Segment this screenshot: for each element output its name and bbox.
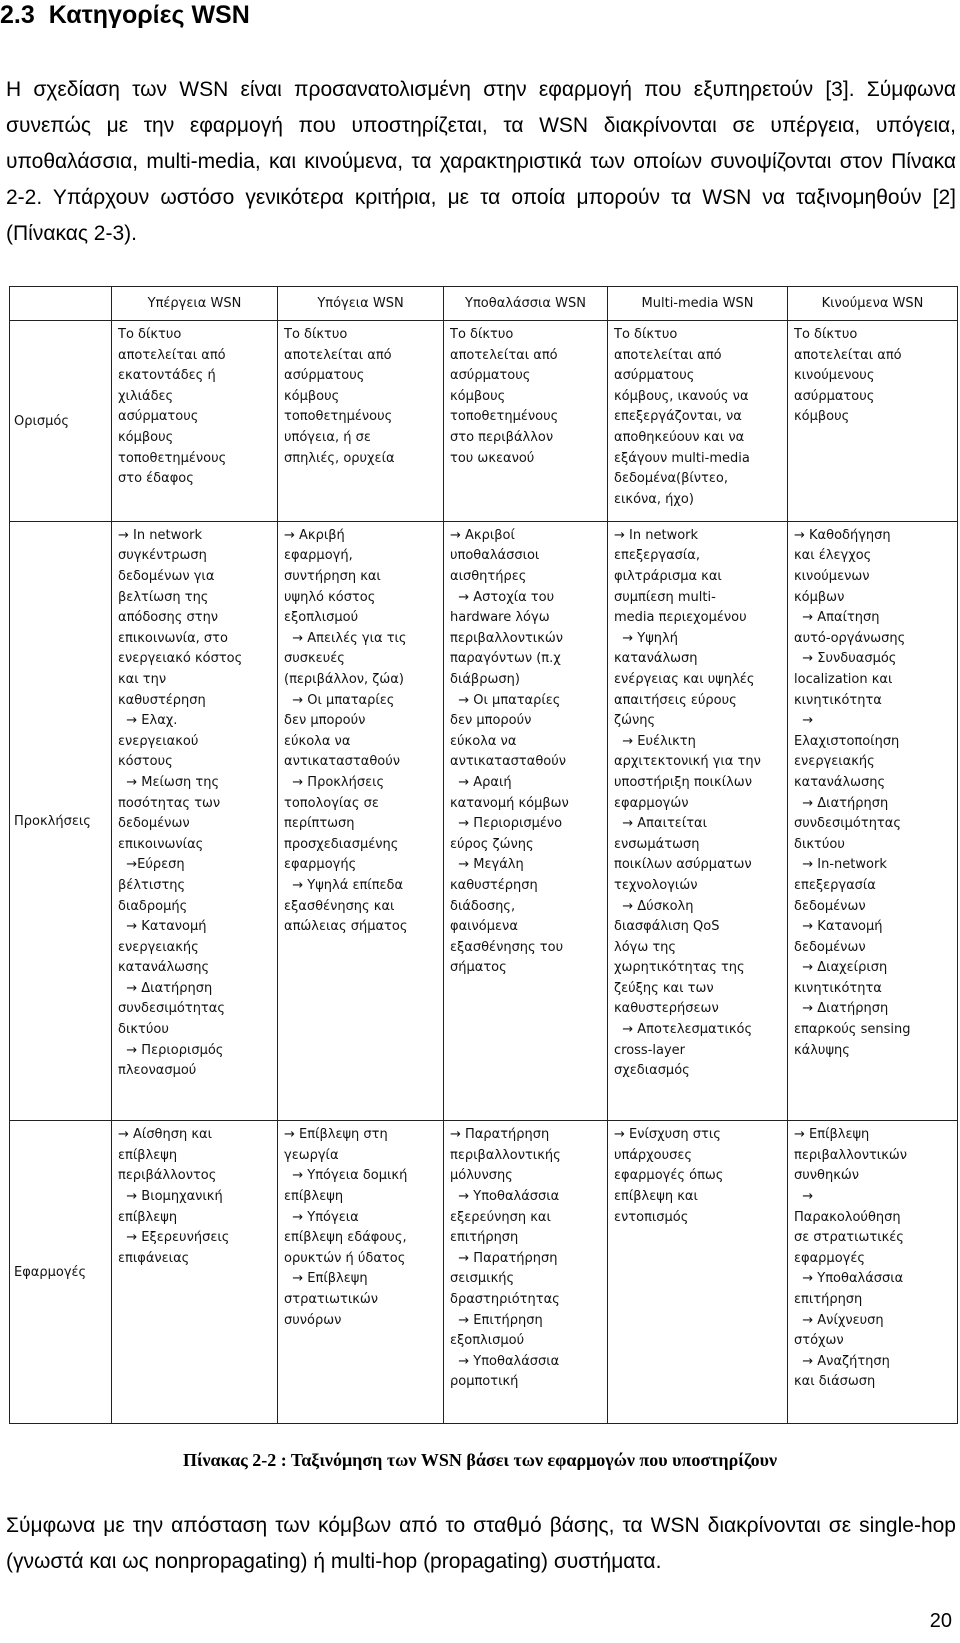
cell-line: → Κατανομή bbox=[794, 919, 883, 935]
cell-line: κινητικότητα bbox=[794, 980, 882, 996]
cell-line: → Διατήρηση bbox=[794, 795, 889, 811]
table-cell bbox=[278, 1121, 444, 1424]
cell-line: → Περιορισμός bbox=[118, 1042, 224, 1058]
table-cell bbox=[278, 321, 444, 522]
cell-line: στόχων bbox=[794, 1333, 844, 1349]
cell-line: →Εύρεση bbox=[118, 857, 185, 873]
cell-line: → Μεγάλη bbox=[450, 857, 524, 873]
cell-line: δεδομένων για bbox=[118, 569, 215, 585]
cell-line: ενέργειας και υψηλές bbox=[614, 671, 755, 687]
cell-line: → Δύσκολη bbox=[614, 898, 694, 914]
section-title: Κατηγορίες WSN bbox=[48, 1, 250, 29]
cell-line: και διάσωση bbox=[794, 1374, 876, 1390]
cell-line: localization και bbox=[794, 671, 893, 687]
cell-line: → In-network bbox=[794, 857, 887, 873]
cell-line: → Απειλές για τις bbox=[284, 630, 407, 646]
table-header-row bbox=[10, 287, 958, 321]
table-cell bbox=[444, 521, 608, 1120]
cell-line: σπηλιές, ορυχεία bbox=[284, 450, 395, 466]
cell-line: συνθηκών bbox=[794, 1168, 860, 1184]
cell-line: Παρακολούθηση bbox=[794, 1209, 901, 1225]
cell-line: σήματος bbox=[450, 960, 507, 976]
cell-line: → Υψηλά επίπεδα bbox=[284, 877, 404, 893]
cell-line: απαιτήσεις εύρους bbox=[614, 692, 737, 708]
cell-line: σε στρατιωτικές bbox=[794, 1230, 904, 1246]
cell-line: → Ευέλικτη bbox=[614, 733, 696, 749]
cell-line: αντικατασταθούν bbox=[450, 754, 567, 770]
table-cell bbox=[278, 521, 444, 1120]
table-cell bbox=[788, 1121, 958, 1424]
cell-line: ποικίλων ασύρματων bbox=[614, 857, 752, 873]
cell-line: κόμβους, ικανούς να bbox=[614, 388, 749, 404]
cell-line: επίβλεψη bbox=[284, 1188, 344, 1204]
table-row bbox=[10, 1121, 958, 1424]
cell-line: περιβαλλοντικών bbox=[450, 630, 564, 646]
cell-line: απώλειας σήματος bbox=[284, 919, 408, 935]
table-cell bbox=[608, 321, 788, 522]
cell-line: διαδρομής bbox=[118, 898, 188, 914]
cell-line: αποθηκεύουν και να bbox=[614, 429, 745, 445]
cell-line: ενεργειακής bbox=[794, 754, 875, 770]
cell-line: εφαρμογών bbox=[614, 795, 689, 811]
table-cell bbox=[608, 1121, 788, 1424]
table-cell bbox=[444, 1121, 608, 1424]
cell-line: ασύρματους bbox=[614, 368, 695, 384]
cell-line: → Διατήρηση bbox=[794, 1001, 889, 1017]
cell-line: κατανομή κόμβων bbox=[450, 795, 569, 811]
cell-line: κατανάλωση bbox=[614, 651, 698, 667]
table-row bbox=[10, 321, 958, 522]
cell-line: εφαρμογή, bbox=[284, 548, 353, 564]
cell-line: υποστήριξη ποικίλων bbox=[614, 774, 752, 790]
cell-line: επιφάνειας bbox=[118, 1250, 190, 1266]
cell-line: κατανάλωσης bbox=[118, 960, 210, 976]
cell-line: συσκευές bbox=[284, 651, 345, 667]
cell-line: τοποθετημένους bbox=[284, 409, 393, 425]
cell-line: → Υψηλή bbox=[614, 630, 678, 646]
cell-line: χωρητικότητας της bbox=[614, 960, 745, 976]
cell-line: → bbox=[794, 1188, 814, 1204]
cell-line: → Ακριβοί bbox=[450, 527, 515, 543]
cell-line: αποτελείται από bbox=[450, 347, 558, 363]
cell-line: εξασθένησης του bbox=[450, 939, 564, 955]
cell-line: → Αστοχία του bbox=[450, 589, 555, 605]
cell-line: κάλυψης bbox=[794, 1042, 850, 1058]
cell-line: δεδομένων bbox=[794, 898, 866, 914]
wsn-categories-table bbox=[9, 286, 958, 1424]
cell-line: → Παρατήρηση bbox=[450, 1127, 550, 1143]
table-cell bbox=[444, 321, 608, 522]
cell-line: τεχνολογιών bbox=[614, 877, 698, 893]
cell-line: → Καθοδήγηση bbox=[794, 527, 891, 543]
cell-line: κινητικότητα bbox=[794, 692, 882, 708]
cell-line: → Υποθαλάσσια bbox=[450, 1353, 560, 1369]
cell-line: καθυστερήσεων bbox=[614, 1001, 719, 1017]
cell-line: στο έδαφος bbox=[118, 471, 194, 487]
cell-line: ενσωμάτωση bbox=[614, 836, 700, 852]
cell-line: hardware λόγω bbox=[450, 610, 550, 626]
cell-line: → Ενίσχυση στις bbox=[614, 1127, 721, 1143]
cell-line: εύκολα να bbox=[450, 733, 517, 749]
cell-line: ορυκτών ή ύδατος bbox=[284, 1250, 406, 1266]
cell-line: αποτελείται από bbox=[118, 347, 226, 363]
cell-line: εύκολα να bbox=[284, 733, 351, 749]
cell-line: εύρος ζώνης bbox=[450, 836, 534, 852]
cell-line: → Ανίχνευση bbox=[794, 1312, 884, 1328]
cell-line: φαινόμενα bbox=[450, 919, 518, 935]
cell-line: ασύρματους bbox=[284, 368, 365, 384]
cell-line: επίβλεψη και bbox=[614, 1188, 698, 1204]
intro-paragraph: Η σχεδίαση των WSN είναι προσανατολισμένη στην εφαρμογή που εξυπηρετούν [3]. Σύμφωνα συνεπώς με την εφαρμογή που υποστηρίζεται, τα WSN διακρίνονται σε υπέργεια, υπόγεια, υποθαλάσσια, multi-media, και κινούμενα, τα χαρακτηριστικά των οποίων συνοψίζονται στον Πίνακα 2-2. Υπάρχουν ωστόσο γενικότερα κριτήρια, με τα οποία μπορούν τα WSN να ταξινομηθούν [2] (Πίνακας 2-3). bbox=[6, 78, 956, 245]
cell-line: → Οι μπαταρίες bbox=[450, 692, 561, 708]
row-header: Ορισμός bbox=[10, 321, 112, 522]
cell-line: εξάγουν multi-media bbox=[614, 450, 750, 466]
cell-line: → Κατανομή bbox=[118, 919, 207, 935]
cell-line: βελτίωση της bbox=[118, 589, 209, 605]
cell-line: πλεονασμού bbox=[118, 1063, 197, 1079]
cell-line: βέλτιστης bbox=[118, 877, 186, 893]
cell-line: Το δίκτυο bbox=[450, 327, 514, 342]
table-cell bbox=[112, 1121, 278, 1424]
cell-line: κόστους bbox=[118, 754, 173, 770]
cell-line: → Αίσθηση και bbox=[118, 1127, 212, 1143]
cell-line: απόδοσης στην bbox=[118, 610, 219, 626]
cell-line: εξοπλισμού bbox=[284, 610, 359, 626]
cell-line: και έλεγχος bbox=[794, 548, 872, 564]
cell-line: επιτήρηση bbox=[450, 1230, 519, 1246]
cell-line: κόμβους bbox=[118, 429, 174, 445]
cell-line: συμπίεση multi- bbox=[614, 589, 716, 605]
cell-line: συντήρηση και bbox=[284, 569, 381, 585]
cell-line: ενεργειακής bbox=[118, 939, 199, 955]
cell-line: διάδοσης, bbox=[450, 898, 516, 914]
cell-line: → Απαιτείται bbox=[614, 816, 708, 832]
table-cell bbox=[788, 321, 958, 522]
cell-line: συνδεσιμότητας bbox=[118, 1001, 225, 1017]
cell-line: αρχιτεκτονική για την bbox=[614, 754, 761, 770]
cell-line: σχεδιασμός bbox=[614, 1063, 690, 1079]
cell-line: κόμβους bbox=[794, 409, 850, 425]
row-header: Προκλήσεις bbox=[10, 521, 112, 1120]
cell-line: → Επίβλεψη bbox=[794, 1127, 870, 1143]
cell-line: δεν μπορούν bbox=[284, 713, 366, 729]
cell-line: → Ακριβή bbox=[284, 527, 345, 543]
table-cell bbox=[112, 321, 278, 522]
section-heading bbox=[0, 0, 250, 30]
cell-line: φιλτράρισμα και bbox=[614, 569, 722, 585]
cell-line: εντοπισμός bbox=[614, 1209, 689, 1225]
cell-line: χιλιάδες bbox=[118, 388, 174, 404]
cell-line: → Ελαχ. bbox=[118, 713, 178, 729]
cell-line: στο περιβάλλον bbox=[450, 429, 554, 445]
cell-line: δικτύου bbox=[794, 836, 845, 852]
cell-line: υπόγεια, ή σε bbox=[284, 429, 371, 445]
cell-line: εικόνα, ήχο) bbox=[614, 491, 694, 507]
cell-line: επιτήρηση bbox=[794, 1291, 863, 1307]
cell-line: ζεύξης και των bbox=[614, 980, 714, 996]
cell-line: → Επίβλεψη bbox=[284, 1271, 368, 1287]
cell-line: κινούμενων bbox=[794, 569, 870, 585]
cell-line: → Επιτήρηση bbox=[450, 1312, 543, 1328]
cell-line: του ωκεανού bbox=[450, 450, 535, 466]
cell-line: αισθητήρες bbox=[450, 569, 527, 585]
cell-line: περιβαλλοντικών bbox=[794, 1147, 908, 1163]
cell-line: δραστηριότητας bbox=[450, 1291, 560, 1307]
cell-line: υπάρχουσες bbox=[614, 1147, 693, 1163]
table-caption: Πίνακας 2-2 : Ταξινόμηση των WSN βάσει των εφαρμογών που υποστηρίζουν bbox=[182, 1450, 778, 1470]
page-number: 20 bbox=[929, 1610, 952, 1632]
cell-line: συγκέντρωση bbox=[118, 548, 207, 564]
table-cell bbox=[112, 521, 278, 1120]
cell-line: → Μείωση της bbox=[118, 774, 220, 790]
cell-line: κατανάλωσης bbox=[794, 774, 886, 790]
cell-line: Ελαχιστοποίηση bbox=[794, 733, 900, 749]
cell-line: → Διατήρηση bbox=[118, 980, 213, 996]
cell-line: δεδομένα(βίντεο, bbox=[614, 471, 728, 487]
cell-line: επίβλεψη bbox=[118, 1209, 178, 1225]
table-row bbox=[10, 521, 958, 1120]
cell-line: δεν μπορούν bbox=[450, 713, 532, 729]
cell-line: → Βιομηχανική bbox=[118, 1188, 223, 1204]
cell-line: εξοπλισμού bbox=[450, 1333, 525, 1349]
cell-line: cross-layer bbox=[614, 1042, 686, 1058]
cell-line: ασύρματους bbox=[450, 368, 531, 384]
table-corner-cell bbox=[10, 287, 112, 321]
cell-line: κόμβων bbox=[794, 589, 845, 605]
cell-line: επικοινωνία, στο bbox=[118, 630, 228, 646]
cell-line: → Οι μπαταρίες bbox=[284, 692, 395, 708]
cell-line: ενεργειακού bbox=[118, 733, 199, 749]
cell-line: διάβρωση) bbox=[450, 671, 520, 687]
cell-line: συνόρων bbox=[284, 1312, 342, 1328]
cell-line: επεξεργασία, bbox=[614, 548, 701, 564]
cell-line: περιβάλλοντος bbox=[118, 1168, 217, 1184]
cell-line: ενεργειακό κόστος bbox=[118, 651, 243, 667]
cell-line: δικτύου bbox=[118, 1022, 169, 1038]
cell-line: → Αναζήτηση bbox=[794, 1353, 890, 1369]
cell-line: → Αποτελεσματικός bbox=[614, 1022, 753, 1038]
column-header: Υπόγεια WSN bbox=[278, 287, 444, 321]
cell-line: δεδομένων bbox=[794, 939, 866, 955]
column-header: Υποθαλάσσια WSN bbox=[444, 287, 608, 321]
cell-line: → Επίβλεψη στη bbox=[284, 1127, 388, 1143]
cell-line: → Συνδυασμός bbox=[794, 651, 897, 667]
cell-line: media περιεχομένου bbox=[614, 610, 747, 626]
cell-line: → Υποθαλάσσια bbox=[794, 1271, 904, 1287]
cell-line: επικοινωνίας bbox=[118, 836, 204, 852]
cell-line: τοπολογίας σε bbox=[284, 795, 379, 811]
cell-line: τοποθετημένους bbox=[118, 450, 227, 466]
cell-line: εφαρμογές bbox=[794, 1250, 865, 1266]
cell-line: κινούμενους bbox=[794, 368, 875, 384]
cell-line: Το δίκτυο bbox=[284, 327, 348, 342]
column-header: Κινούμενα WSN bbox=[788, 287, 958, 321]
cell-line: προσχεδιασμένης bbox=[284, 836, 399, 852]
cell-line: επίβλεψη bbox=[118, 1147, 178, 1163]
cell-line: σεισμικής bbox=[450, 1271, 515, 1287]
table-cell bbox=[608, 521, 788, 1120]
cell-line: → Υπόγεια δομική bbox=[284, 1168, 408, 1184]
cell-line: αυτό-οργάνωσης bbox=[794, 630, 906, 646]
cell-line: συνδεσιμότητας bbox=[794, 816, 901, 832]
cell-line: υψηλό κόστος bbox=[284, 589, 376, 605]
cell-line: ασύρματους bbox=[118, 409, 199, 425]
cell-line: περιβαλλοντικής bbox=[450, 1147, 561, 1163]
cell-line: δεδομένων bbox=[118, 816, 190, 832]
cell-line: → Εξερευνήσεις bbox=[118, 1230, 230, 1246]
cell-line: μόλυνσης bbox=[450, 1168, 513, 1184]
cell-line: Το δίκτυο bbox=[794, 327, 858, 342]
cell-line: εφαρμογής bbox=[284, 857, 357, 873]
cell-line: → bbox=[794, 713, 814, 729]
section-number: 2.3 bbox=[0, 1, 35, 29]
cell-line: αποτελείται από bbox=[284, 347, 392, 363]
row-header: Εφαρμογές bbox=[10, 1121, 112, 1424]
cell-line: κόμβους bbox=[284, 388, 340, 404]
cell-line: εξερεύνηση και bbox=[450, 1209, 551, 1225]
cell-line: στρατιωτικών bbox=[284, 1291, 379, 1307]
cell-line: → Περιορισμένο bbox=[450, 816, 563, 832]
cell-line: Το δίκτυο bbox=[118, 327, 182, 342]
cell-line: → Διαχείριση bbox=[794, 960, 888, 976]
cell-line: (περιβάλλον, ζώα) bbox=[284, 671, 404, 687]
cell-line: αποτελείται από bbox=[794, 347, 902, 363]
cell-line: αποτελείται από bbox=[614, 347, 722, 363]
cell-line: επεξεργάζονται, να bbox=[614, 409, 742, 425]
cell-line: αντικατασταθούν bbox=[284, 754, 401, 770]
cell-line: καθυστέρηση bbox=[118, 692, 206, 708]
cell-line: ρομποτική bbox=[450, 1374, 519, 1390]
column-header: Multi-media WSN bbox=[608, 287, 788, 321]
cell-line: περίπτωση bbox=[284, 816, 355, 832]
cell-line: ποσότητας των bbox=[118, 795, 221, 811]
cell-line: → In network bbox=[614, 527, 699, 543]
cell-line: και την bbox=[118, 671, 167, 687]
cell-line: κόμβους bbox=[450, 388, 506, 404]
cell-line: επαρκούς sensing bbox=[794, 1022, 911, 1038]
cell-line: επίβλεψη εδάφους, bbox=[284, 1230, 407, 1246]
cell-line: υποθαλάσσιοι bbox=[450, 548, 540, 564]
cell-line: τοποθετημένους bbox=[450, 409, 559, 425]
cell-line: → In network bbox=[118, 527, 203, 543]
cell-line: λόγω της bbox=[614, 939, 677, 955]
cell-line: Το δίκτυο bbox=[614, 327, 678, 342]
cell-line: εξασθένησης και bbox=[284, 898, 395, 914]
cell-line: ασύρματους bbox=[794, 388, 875, 404]
column-header: Υπέργεια WSN bbox=[112, 287, 278, 321]
cell-line: → Αραιή bbox=[450, 774, 512, 790]
cell-line: γεωργία bbox=[284, 1147, 339, 1163]
cell-line: → Παρατήρηση bbox=[450, 1250, 558, 1266]
cell-line: εκατοντάδες ή bbox=[118, 368, 216, 384]
cell-line: ζώνης bbox=[614, 713, 656, 729]
cell-line: καθυστέρηση bbox=[450, 877, 538, 893]
cell-line: → Απαίτηση bbox=[794, 610, 880, 626]
outro-paragraph: Σύμφωνα με την απόσταση των κόμβων από το σταθμό βάσης, τα WSN διακρίνονται σε single-hop (γνωστά και ως nonpropagating) ή multi-hop (propagating) συστήματα. bbox=[6, 1514, 956, 1573]
cell-line: διασφάλιση QoS bbox=[614, 919, 720, 935]
cell-line: → Υποθαλάσσια bbox=[450, 1188, 560, 1204]
cell-line: παραγόντων (π.χ bbox=[450, 651, 561, 667]
cell-line: → Προκλήσεις bbox=[284, 774, 385, 790]
cell-line: → Υπόγεια bbox=[284, 1209, 359, 1225]
cell-line: εφαρμογές όπως bbox=[614, 1168, 724, 1184]
table-cell bbox=[788, 521, 958, 1120]
cell-line: επεξεργασία bbox=[794, 877, 876, 893]
